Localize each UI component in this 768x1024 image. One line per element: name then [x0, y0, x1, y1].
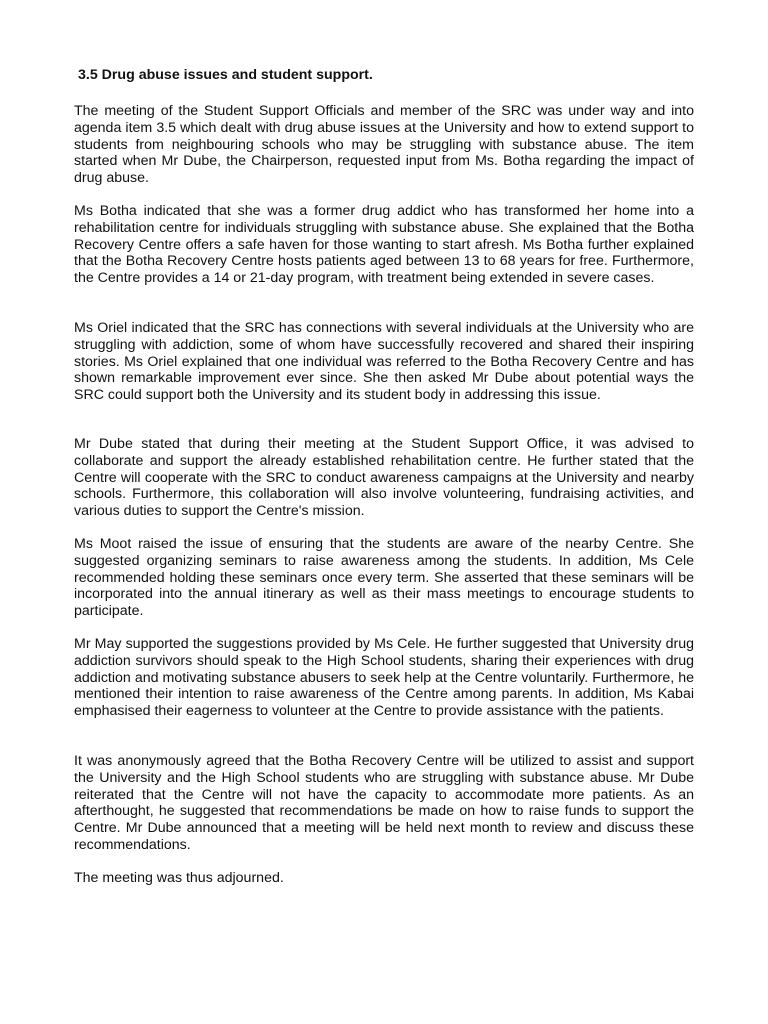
paragraph-adjourned: The meeting was thus adjourned. — [74, 870, 284, 886]
paragraph-mr-may: Mr May supported the suggestions provided by Ms Cele. He further suggested that University drug addiction survivors should speak to the High School students, sharing their experiences with drug addiction and motivating substance abusers to seek help at the Centre voluntarily. Furthermore, he mentioned their intention to raise awareness of the Centre among parents. In addition, Ms Kabai emphasised their eagerness to volunteer at the Centre to provide assistance with the patients. — [74, 636, 694, 719]
section-heading: 3.5 Drug abuse issues and student support. — [78, 67, 373, 83]
paragraph-mr-dube: Mr Dube stated that during their meeting at the Student Support Office, it was advised to collaborate and support the already established rehabilitation centre. He further stated that the Centre will cooperate with the SRC to conduct awareness campaigns at the University and nearby schools. Furthermore, this collaboration will also involve volunteering, fundraising activities, and various duties to support the Centre's mission. — [74, 436, 694, 519]
paragraph-meeting-intro: The meeting of the Student Support Officials and member of the SRC was under way and into agenda item 3.5 which dealt with drug abuse issues at the University and how to extend support to students from neighbouring schools who may be struggling with substance abuse. The item started when Mr Dube, the Chairperson, requested input from Ms. Botha regarding the impact of drug abuse. — [74, 103, 694, 186]
paragraph-ms-botha: Ms Botha indicated that she was a former drug addict who has transformed her home into a rehabilitation centre for individuals struggling with substance abuse. She explained that the Botha Recovery Centre offers a safe haven for those wanting to start afresh. Ms Botha further explained that the Botha Recovery Centre hosts patients aged between 13 to 68 years for free. Furthermore, the Centre provides a 14 or 21-day program, with treatment being extended in severe cases. — [74, 203, 694, 286]
paragraph-agreement: It was anonymously agreed that the Botha Recovery Centre will be utilized to assist and support the University and the High School students who are struggling with substance abuse. Mr Dube reiterated that the Centre will not have the capacity to accommodate more patients. As an afterthought, he suggested that recommendations be made on how to raise funds to support the Centre. Mr Dube announced that a meeting will be held next month to review and discuss these recommendations. — [74, 753, 694, 853]
paragraph-ms-oriel: Ms Oriel indicated that the SRC has connections with several individuals at the University who are struggling with addiction, some of whom have successfully recovered and shared their inspiring stories. Ms Oriel explained that one individual was referred to the Botha Recovery Centre and has shown remarkable improvement ever since. She then asked Mr Dube about potential ways the SRC could support both the University and its student body in addressing this issue. — [74, 320, 694, 403]
paragraph-ms-moot: Ms Moot raised the issue of ensuring that the students are aware of the nearby Centre. She suggested organizing seminars to raise awareness among the students. In addition, Ms Cele recommended holding these seminars once every term. She asserted that these seminars will be incorporated into the annual itinerary as well as their mass meetings to encourage students to participate. — [74, 536, 694, 619]
